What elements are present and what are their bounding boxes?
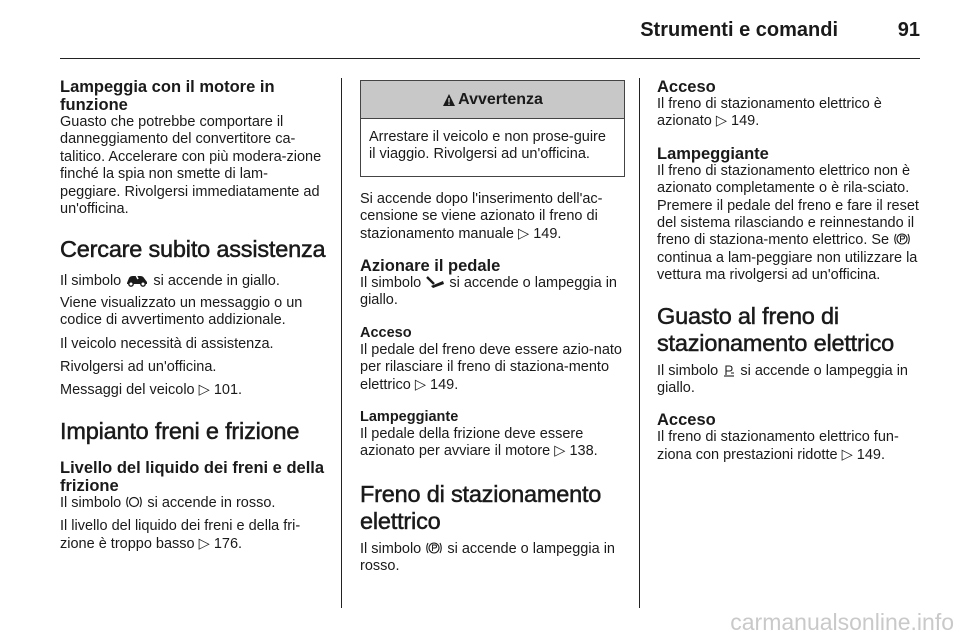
page-reference-arrow-icon: ▷ (841, 446, 853, 463)
warning-box (360, 80, 625, 177)
column-left (60, 78, 326, 553)
page-header (60, 0, 920, 59)
heading-flashing: Lampeggiante (360, 409, 459, 426)
text-brake-flashing: Il freno di stazionamento elettrico non è azionato completamente o è rila-sciato. Premere il pedale del freno e fare il reset del sistema rilasciando e reinnestando il freno di staziona-mento elettrico. Se continua a lam-peggiare non utilizzare la vettura ma rivolgersi ad un'officina. (657, 162, 919, 284)
column-divider (639, 78, 640, 608)
text-contact-workshop: Rivolgersi ad un'officina. (60, 359, 217, 376)
parking-brake-fault-icon (722, 363, 736, 377)
warning-title: Avvertenza (458, 90, 543, 108)
text-engine-running: Guasto che potrebbe comportare il danneggiamento del convertitore ca-talitico. Accelerare con più modera-zione finché la spia non smette di lam-peggiare. Rivolgersi immediatamente ad un'officina. (60, 114, 322, 218)
parking-brake-p-icon (425, 541, 443, 555)
page-reference-arrow-icon: ▷ (414, 376, 426, 393)
heading-brake-clutch: Impianto freni e frizione (60, 417, 300, 444)
page-reference-arrow-icon: ▷ (198, 535, 210, 552)
heading-electric-parking-brake: Freno di stazionamento elettrico (360, 480, 602, 534)
service-car-wrench-icon (125, 273, 149, 287)
column-divider (341, 78, 342, 608)
brake-fluid-circle-icon (125, 495, 143, 509)
text-needs-service: Il veicolo necessità di assistenza. (60, 335, 274, 352)
page-reference-arrow-icon: ▷ (554, 443, 566, 460)
heading-on: Acceso (657, 411, 716, 430)
pedal-icon (425, 275, 445, 289)
text-fluid-low: Il livello del liquido dei freni e della fri-zione è troppo basso ▷ 176. (60, 518, 301, 552)
column-right (657, 78, 923, 464)
text-flashing: Il pedale della frizione deve essere azionato per avviare il motore ▷ 138. (360, 426, 598, 460)
text-reduced-performance: Il freno di stazionamento elettrico fun-ziona con prestazioni ridotte ▷ 149. (657, 429, 899, 463)
warning-triangle-icon (442, 93, 456, 107)
text-brake-symbol: Il simbolo si accende in rosso. (60, 494, 276, 511)
heading-assistance: Cercare subito assistenza (60, 236, 326, 263)
heading-on: Acceso (360, 324, 412, 341)
page-reference-arrow-icon: ▷ (198, 382, 210, 399)
text-service-symbol: Il simbolo si accende in giallo. (60, 273, 280, 290)
heading-engine-running: Lampeggia con il motore in funzione (60, 78, 275, 114)
watermark: carmanualsonline.info (730, 609, 954, 635)
text-parking-symbol: Il simbolo si accende o lampeggia in rosso. (360, 540, 615, 575)
text-fault-symbol: Il simbolo si accende o lampeggia in giallo. (657, 362, 908, 397)
parking-brake-p-icon (893, 232, 911, 246)
text-pedal-symbol: Il simbolo si accende o lampeggia in giallo. (360, 275, 617, 309)
text-message: Viene visualizzato un messaggio o un codice di avvertimento addizionale. (60, 294, 303, 329)
page-reference-arrow-icon: ▷ (715, 113, 728, 130)
heading-fluid-level: Livello del liquido dei freni e della frizione (60, 458, 325, 495)
text-lights-after-ignition: Si accende dopo l'inserimento dell'ac-censione se viene azionato il freno di stazionamento manuale ▷ 149. (360, 190, 603, 242)
page-reference-arrow-icon: ▷ (518, 225, 530, 242)
page-number: 91 (897, 19, 920, 41)
heading-flashing: Lampeggiante (657, 144, 769, 163)
heading-parking-brake-fault: Guasto al freno di stazionamento elettrico (657, 302, 895, 356)
warning-header (361, 81, 624, 119)
warning-text: Arrestare il veicolo e non prose-guire il viaggio. Rivolgersi ad un'officina. (369, 129, 606, 163)
column-middle (360, 78, 625, 576)
text-on: Il pedale del freno deve essere azio-nato per rilasciare il freno di staziona-mento elettrico ▷ 149. (360, 341, 622, 393)
heading-press-pedal: Azionare il pedale (360, 257, 501, 276)
page-title: Strumenti e comandi (640, 19, 838, 41)
text-brake-applied: Il freno di stazionamento elettrico è azionato ▷ 149. (657, 96, 882, 130)
heading-on: Acceso (657, 78, 716, 96)
text-vehicle-messages: Messaggi del veicolo ▷ 101. (60, 382, 243, 399)
